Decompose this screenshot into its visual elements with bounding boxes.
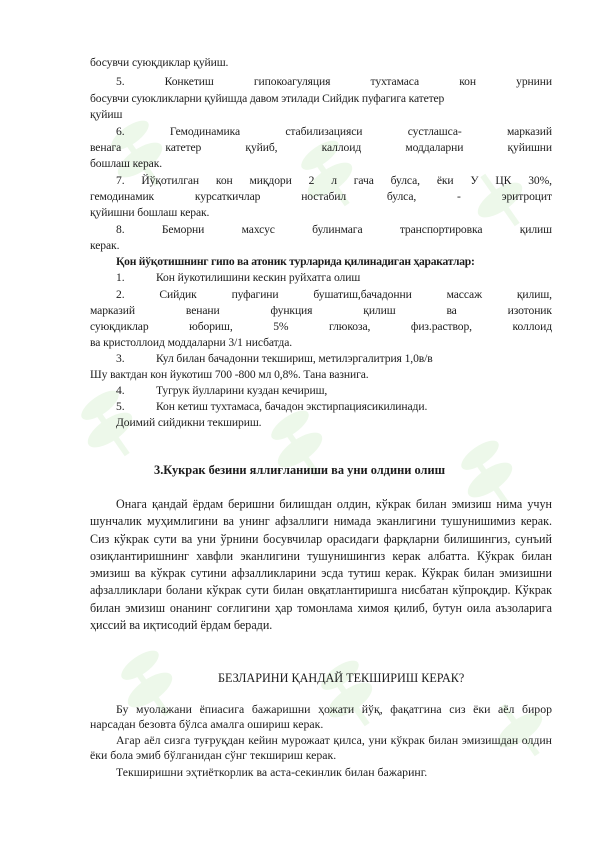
word: марказий	[507, 125, 552, 138]
word: 2.	[116, 288, 125, 301]
list-item-6	[116, 125, 552, 139]
word: қилиш	[363, 304, 396, 317]
word: пуфагини	[231, 288, 279, 301]
list-text: Кон кетиш тухтамаса, бачадон экстирпациясикилинади.	[156, 400, 428, 413]
word: 6.	[116, 125, 125, 138]
word: бушатиш,бачадонни	[313, 288, 412, 301]
word: коллоид	[512, 320, 552, 333]
word: венани	[185, 304, 220, 317]
word: юбориш,	[189, 320, 233, 333]
word: қуйиб,	[245, 141, 278, 154]
word: глюкоза,	[329, 320, 371, 333]
list-number: 5.	[116, 400, 125, 413]
text-line	[90, 141, 552, 155]
list-number: 3.	[116, 352, 125, 365]
section-heading: 3.Кукрак безини яллиғланиши ва уни олдини олиш	[154, 463, 446, 477]
word: кон	[459, 75, 476, 88]
word: моддаларни	[405, 141, 464, 154]
word: Йўқотилган	[141, 174, 199, 187]
word: ностабил	[301, 190, 347, 203]
word: Гемодинамика	[169, 125, 241, 138]
list-item-1	[116, 271, 360, 285]
word: 5.	[116, 75, 125, 88]
word: 2	[308, 174, 315, 187]
word: суюқдиклар	[90, 320, 149, 333]
list-text: Кул билан бачадонни текшириш, метилэргалитрия 1,0в/в	[156, 352, 433, 365]
list-text: Кон йукотилишини кескин руйхатга олиш	[156, 271, 361, 284]
word: катетер	[165, 141, 202, 154]
word: миқдори	[249, 174, 292, 187]
text-line: босувчи суюкликларни қуйишда давом этилади Сийдик пуфагига катетер	[90, 92, 445, 105]
list-item-7	[116, 174, 552, 188]
word: каллоид	[321, 141, 362, 154]
word: 8.	[116, 223, 125, 236]
paragraph: Бу муолажани ёпиасига бажаришни ҳожати йўқ, фақатгина сиз ёки аёл бирор нарсадан безовта бўлса амалга ошириш керак.	[90, 702, 552, 731]
bold-subheading: Қон йўқотишнинг гипо ва атоник турларида қилинадиган ҳаракатлар:	[116, 255, 475, 268]
list-item-3	[116, 352, 433, 366]
word: -	[457, 190, 461, 203]
word: транспортировка	[399, 223, 483, 236]
text-line: қуйиш	[90, 108, 123, 121]
list-number: 1.	[116, 271, 125, 284]
text-line	[90, 190, 552, 204]
paragraph: Агар аёл сизга туғруқдан кейин мурожаат қилса, уни кўкрак билан эмизишдан олдин ёки бола эмиб бўлганидан сўнг текшириш керак.	[90, 733, 552, 762]
word: Сийдик	[159, 288, 197, 301]
list-number: 4.	[116, 384, 125, 397]
word: булса,	[386, 190, 417, 203]
text-line: керак.	[90, 239, 120, 252]
text-line: Шу вактдан кон йукотиш 700 -800 мл 0,8%. Тана вазнига.	[90, 368, 369, 381]
paragraph: Текширишни эҳтиёткорлик ва аста-секинлик билан бажаринг.	[116, 765, 428, 779]
word: функция	[270, 304, 313, 317]
word: 7.	[116, 174, 125, 187]
word: қилиш	[519, 223, 552, 236]
word: Конкетиш	[164, 75, 214, 88]
word: махсус	[241, 223, 275, 236]
word: кон	[215, 174, 233, 187]
text-line: бошлаш керак.	[90, 157, 163, 170]
list-item-5	[116, 75, 552, 89]
word: л	[331, 174, 337, 187]
word: физ.раствор,	[410, 320, 472, 333]
list-item-2	[116, 288, 552, 302]
list-item-8	[116, 223, 552, 237]
word: 30%,	[528, 174, 552, 187]
text-line: Доимий сийдикни текшириш.	[116, 416, 262, 429]
text-line: ва кристоллоид моддаларни 3/1 нисбатда.	[90, 336, 293, 349]
subheading: БЕЗЛАРИНИ ҚАНДАЙ ТЕКШИРИШ КЕРАК?	[218, 671, 465, 685]
word: гемодинамик	[90, 190, 155, 203]
word: қилиш,	[516, 288, 552, 301]
word: урнини	[516, 75, 552, 88]
word: марказий	[90, 304, 135, 317]
word: сустлашса-	[407, 125, 462, 138]
word: булса,	[390, 174, 420, 187]
paragraph: Онага қандай ёрдам беришни билишдан олдин, кўкрак билан эмизиш нима учун шунчалик муҳимлигини ва унинг афзаллиги нимада эканлигини тушунишимиз керак. Сиз кўкрак сути ва уни ўрнини босувчилар орасидаги фарқларни билишингиз, сунъий озиқлантиришнинг хавфли эканлигини тушунишингиз керак албатта. Кўкрак билан эмизиш ва кўкрак сутини афзалликларини эсда тутиш керак. Кўкрак билан эмизишни афзалликлари болани кўкрак сути билан овқатлантиришга нисбатан кўпроқдир. Кўкрак билан эмизиш онанинг соғлигини ҳар томонлама химоя қилиб, бутун оила аъзоларига ҳиссий ва иқтисодий ёрдам беради.	[90, 497, 552, 633]
word: ва	[446, 304, 457, 317]
word: қуйишни	[507, 141, 552, 154]
text-line	[90, 320, 552, 334]
word: тухтамаса	[370, 75, 420, 88]
word: ёки	[436, 174, 454, 187]
word: курсаткичлар	[194, 190, 261, 203]
word: Беморни	[161, 223, 205, 236]
word: гипокоагуляция	[253, 75, 331, 88]
word: булинмага	[312, 223, 363, 236]
word: эритроцит	[501, 190, 552, 203]
word: гача	[353, 174, 374, 187]
word: стабилизацияси	[285, 125, 363, 138]
list-item-5b	[116, 400, 427, 414]
word: венага	[90, 141, 122, 154]
text-line: босувчи суюқдиклар қуйиш.	[90, 56, 229, 69]
text-line: қуйишни бошлаш керак.	[90, 206, 210, 219]
word: У	[470, 174, 479, 187]
word: 5%	[273, 320, 289, 333]
text-line	[90, 304, 552, 318]
word: массаж	[446, 288, 482, 301]
list-text: Тугрук йулларини куздан кечириш,	[156, 384, 328, 397]
word: изотоник	[507, 304, 552, 317]
word: ЦК	[495, 174, 512, 187]
list-item-4	[116, 384, 327, 398]
